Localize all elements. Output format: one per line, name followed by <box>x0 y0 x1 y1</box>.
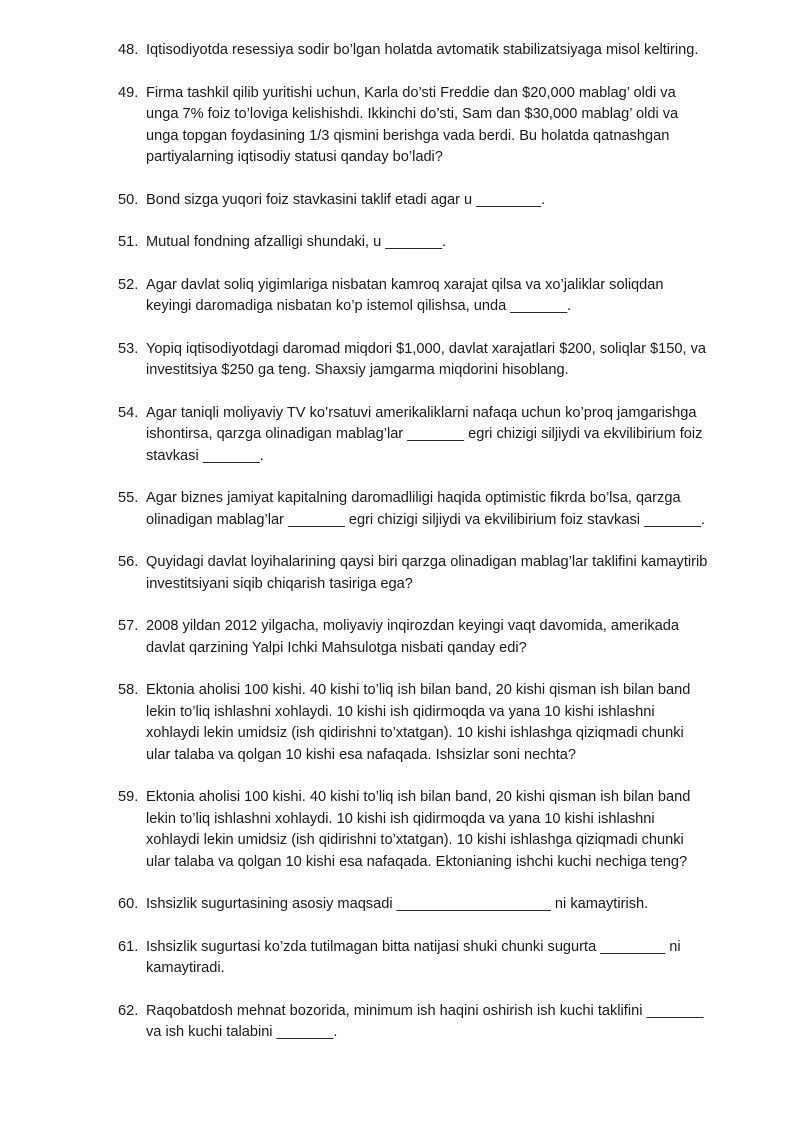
question-text: Ishsizlik sugurtasining asosiy maqsadi ___________________ ni kamaytirish. <box>146 896 649 912</box>
question-item <box>118 403 708 468</box>
question-item <box>118 232 708 254</box>
question-text: Raqobatdosh mehnat bozorida, minimum ish haqini oshirish ish kuchi taklifini _______ va ish kuchi talabini _______. <box>146 1002 704 1040</box>
question-text: Bond sizga yuqori foiz stavkasini taklif etadi agar u ________. <box>146 191 546 208</box>
question-item <box>118 937 708 980</box>
question-text: Agar taniqli moliyaviy TV ko’rsatuvi amerikaliklarni nafaqa uchun ko’proq jamgarishga ishontirsa, qarzga olinadigan mablag’lar _______ egri chizigi siljiydi va ekvilibirium foiz stavkasi _______. <box>146 404 703 464</box>
question-text: Iqtisodiyotda resessiya sodir bo’lgan holatda avtomatik stabilizatsiyaga misol keltiring. <box>146 42 699 58</box>
question-item <box>118 339 708 382</box>
question-text: Agar biznes jamiyat kapitalning daromadliligi haqida optimistic fikrda bo’lsa, qarzga olinadigan mablag’lar _______ egri chizigi siljiydi va ekvilibirium foiz stavkasi _______. <box>146 490 705 528</box>
question-item <box>118 787 708 873</box>
question-number: 62. <box>118 1002 139 1019</box>
question-text: Ektonia aholisi 100 kishi. 40 kishi to’liq ish bilan band, 20 kishi qisman ish bilan band lekin to’liq ishlashni xohlaydi. 10 kishi ish qidirmoqda va yana 10 kishi ishlashni xohlaydi lekin umidsiz (ish qidirishni to’xtatgan). 10 kishi ishlashga qiziqmadi chunki ular talaba va qolgan 10 kishi esa nafaqada. Ishsizlar soni nechta? <box>146 682 691 763</box>
question-number: 53. <box>118 340 139 357</box>
question-item <box>118 190 708 212</box>
question-number: 48. <box>118 42 139 58</box>
question-number: 51. <box>118 234 139 250</box>
question-number: 61. <box>118 938 139 955</box>
question-item <box>118 552 708 595</box>
question-number: 58. <box>118 682 139 698</box>
question-text: Ektonia aholisi 100 kishi. 40 kishi to’liq ish bilan band, 20 kishi qisman ish bilan band lekin to’liq ishlashni xohlaydi. 10 kishi ish qidirmoqda va yana 10 kishi ishlashni xohlaydi lekin umidsiz (ish qidirishni to’xtatgan). 10 kishi ishlashga qiziqmadi chunki ular talaba va qolgan 10 kishi esa nafaqada. Ektonianing ishchi kuchi nechiga teng? <box>146 789 691 870</box>
question-text: Yopiq iqtisodiyotdagi daromad miqdori $1,000, davlat xarajatlari $200, soliqlar $150, va investitsiya $250 ga teng. Shaxsiy jamgarma miqdorini hisoblang. <box>146 340 707 378</box>
question-item <box>118 894 708 916</box>
question-number: 52. <box>118 276 139 293</box>
question-item <box>118 488 708 531</box>
question-text: 2008 yildan 2012 yilgacha, moliyaviy inqirozdan keyingi vaqt davomida, amerikada davlat qarzining Yalpi Ichki Mahsulotga nisbati qanday edi? <box>146 618 679 656</box>
question-item <box>118 83 708 169</box>
question-list <box>118 40 708 1065</box>
question-item <box>118 275 708 318</box>
question-text: Ishsizlik sugurtasi ko’zda tutilmagan bitta natijasi shuki chunki sugurta ________ ni kamaytiradi. <box>146 938 681 976</box>
question-item <box>118 680 708 766</box>
question-number: 56. <box>118 554 139 570</box>
question-text: Firma tashkil qilib yuritishi uchun, Karla do’sti Freddie dan $20,000 mablag’ oldi va unga 7% foiz to’loviga kelishishdi. Ikkinchi do’sti, Sam dan $30,000 mablag’ oldi va unga topgan foydasining 1/3 qismini berishga vada berdi. Bu holatda qatnashgan partiyalarning iqtisodiy statusi qanday bo’ladi? <box>146 84 679 165</box>
question-number: 60. <box>118 896 139 912</box>
question-number: 54. <box>118 404 139 421</box>
question-number: 49. <box>118 84 139 101</box>
question-text: Agar davlat soliq yigimlariga nisbatan kamroq xarajat qilsa va xo’jaliklar soliqdan keyingi daromadiga nisbatan ko’p istemol qilishsa, unda _______. <box>146 276 664 314</box>
question-number: 57. <box>118 618 139 634</box>
question-text: Quyidagi davlat loyihalarining qaysi biri qarzga olinadigan mablag’lar taklifini kamaytirib investitsiyani siqib chiqarish tasiriga ega? <box>146 554 708 592</box>
question-item <box>118 40 708 62</box>
question-number: 55. <box>118 490 139 506</box>
question-number: 59. <box>118 789 139 805</box>
question-text: Mutual fondning afzalligi shundaki, u _______. <box>146 234 447 250</box>
question-item <box>118 616 708 659</box>
question-number: 50. <box>118 191 139 208</box>
question-item <box>118 1001 708 1044</box>
